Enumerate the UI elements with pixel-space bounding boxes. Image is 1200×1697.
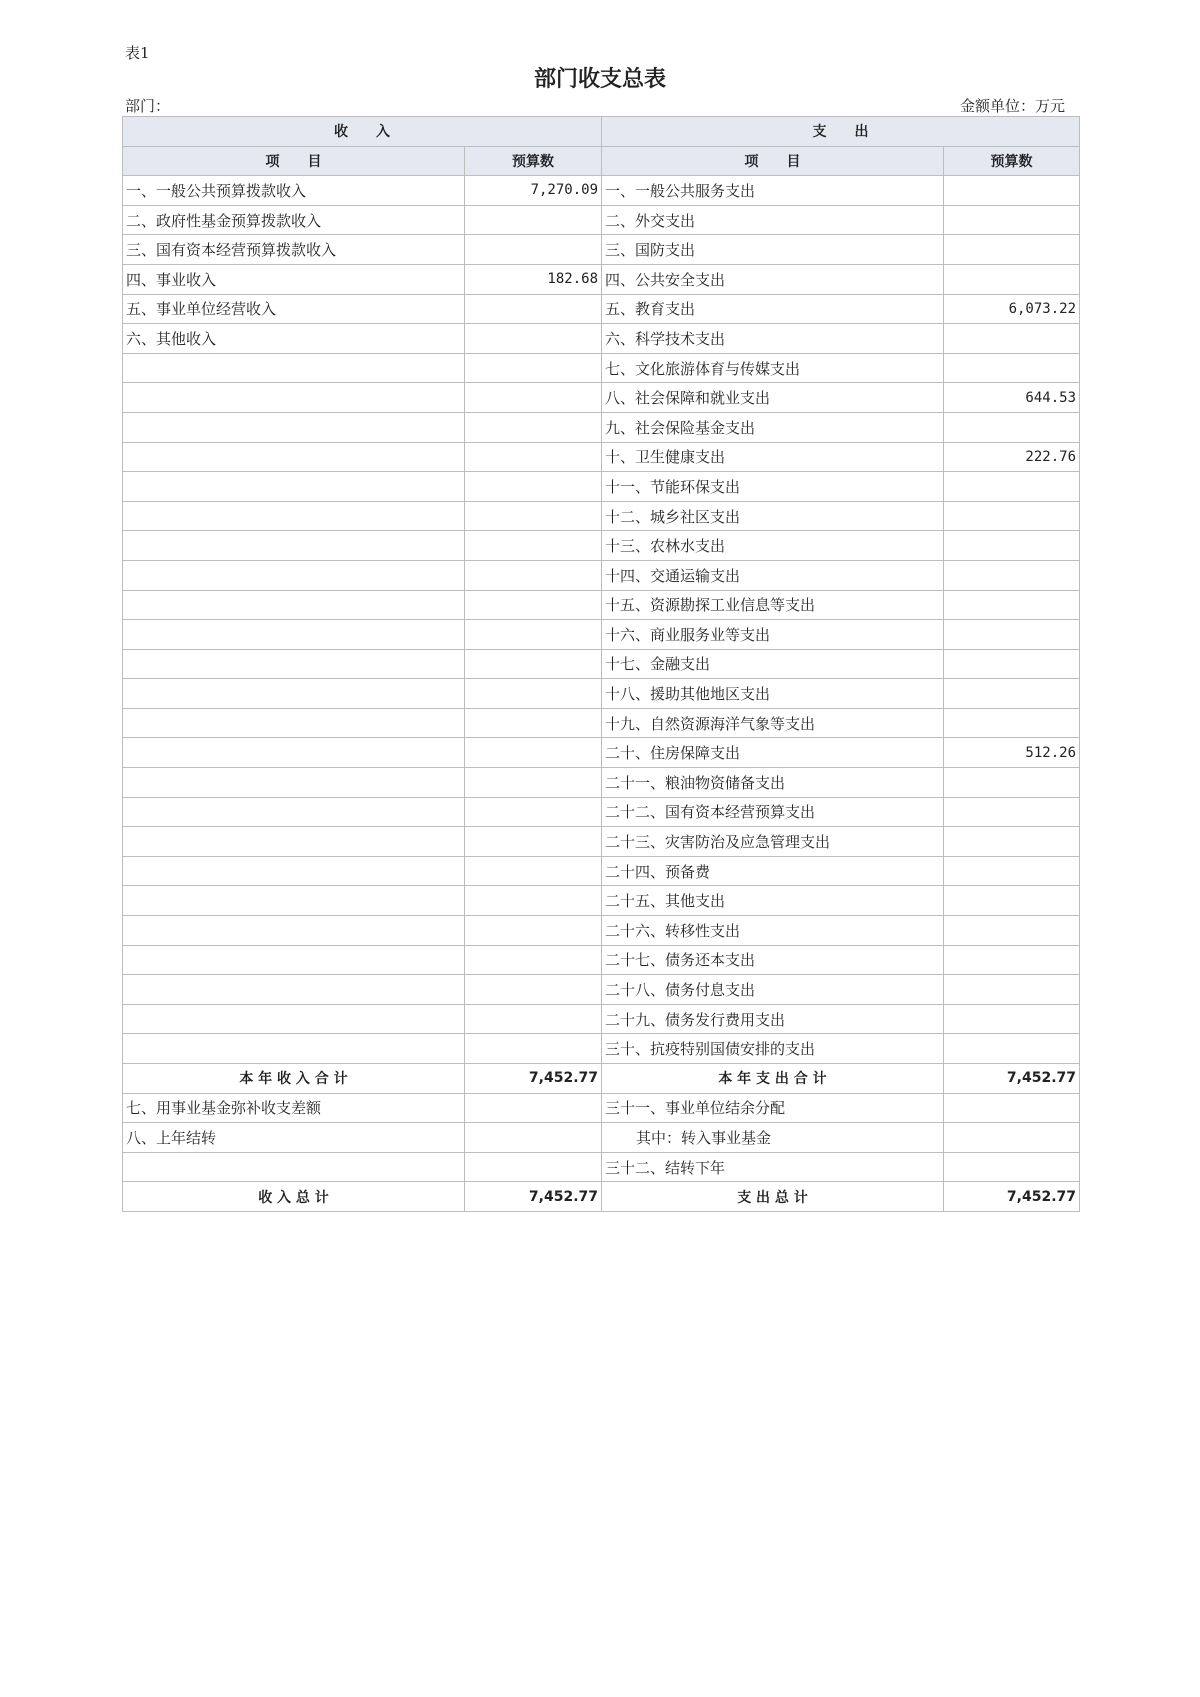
income-amount-cell [465, 975, 602, 1005]
expense-item-cell: 七、文化旅游体育与传媒支出 [602, 353, 944, 383]
income-amount-cell [465, 472, 602, 502]
table-row [123, 472, 1080, 502]
income-amount-cell [465, 797, 602, 827]
table-row [123, 264, 1080, 294]
income-item-cell: 一、一般公共预算拨款收入 [123, 176, 465, 206]
group-header-row [123, 117, 1080, 147]
income-amount-cell [465, 856, 602, 886]
income-amount-cell [465, 1034, 602, 1064]
subtotal-income-label: 本 年 收 入 合 计 [123, 1064, 465, 1094]
table-row [123, 324, 1080, 354]
income-item-cell [123, 975, 465, 1005]
table-row [123, 886, 1080, 916]
amount-unit-label: 金额单位：万元 [959, 97, 1065, 115]
expense-item-cell: 其中：转入事业基金 [602, 1123, 944, 1153]
income-amount-cell [465, 768, 602, 798]
income-amount-cell [465, 1123, 602, 1153]
expense-item-header: 项 目 [602, 146, 944, 176]
expense-amount-cell [944, 1093, 1080, 1123]
expense-item-cell: 二十七、债务还本支出 [602, 945, 944, 975]
table-row [123, 412, 1080, 442]
income-amount-cell [465, 916, 602, 946]
table-row [123, 1093, 1080, 1123]
expense-amount-cell [944, 679, 1080, 709]
expense-item-cell: 三十、抗疫特别国债安排的支出 [602, 1034, 944, 1064]
total-income-amount: 7,452.77 [465, 1182, 602, 1212]
income-item-cell [123, 531, 465, 561]
expense-item-cell: 三十二、结转下年 [602, 1152, 944, 1182]
income-item-cell [123, 590, 465, 620]
income-item-cell: 八、上年结转 [123, 1123, 465, 1153]
table-row [123, 1123, 1080, 1153]
income-item-cell [123, 797, 465, 827]
table-row [123, 1034, 1080, 1064]
income-item-cell: 七、用事业基金弥补收支差额 [123, 1093, 465, 1123]
income-amount-cell [465, 235, 602, 265]
expense-amount-cell [944, 176, 1080, 206]
income-amount-cell [465, 738, 602, 768]
income-amount-cell [465, 1004, 602, 1034]
income-item-cell [123, 945, 465, 975]
expense-group-header: 支 出 [602, 117, 1080, 147]
expense-item-cell: 二十六、转移性支出 [602, 916, 944, 946]
income-item-cell [123, 560, 465, 590]
expense-item-cell: 六、科学技术支出 [602, 324, 944, 354]
table-row [123, 856, 1080, 886]
income-amount-cell: 182.68 [465, 264, 602, 294]
expense-item-cell: 十六、商业服务业等支出 [602, 620, 944, 650]
expense-amount-cell [944, 827, 1080, 857]
expense-item-cell: 十一、节能环保支出 [602, 472, 944, 502]
expense-item-cell: 二十五、其他支出 [602, 886, 944, 916]
income-amount-cell [465, 324, 602, 354]
income-amount-cell [465, 590, 602, 620]
expense-item-cell: 十四、交通运输支出 [602, 560, 944, 590]
expense-amount-cell [944, 531, 1080, 561]
expense-item-cell: 十三、农林水支出 [602, 531, 944, 561]
expense-amount-cell [944, 620, 1080, 650]
subtotal-row [123, 1064, 1080, 1094]
subtotal-income-amount: 7,452.77 [465, 1064, 602, 1094]
expense-item-cell: 九、社会保险基金支出 [602, 412, 944, 442]
income-item-cell: 四、事业收入 [123, 264, 465, 294]
income-item-cell [123, 856, 465, 886]
table-row [123, 501, 1080, 531]
expense-amount-cell: 512.26 [944, 738, 1080, 768]
income-item-cell [123, 442, 465, 472]
page-title: 部门收支总表 [533, 67, 666, 92]
expense-amount-cell [944, 708, 1080, 738]
income-item-cell: 三、国有资本经营预算拨款收入 [123, 235, 465, 265]
expense-amount-cell [944, 560, 1080, 590]
total-row [123, 1182, 1080, 1212]
table-row [123, 531, 1080, 561]
expense-item-cell: 二十三、灾害防治及应急管理支出 [602, 827, 944, 857]
expense-amount-cell: 222.76 [944, 442, 1080, 472]
income-amount-cell [465, 560, 602, 590]
expense-amount-cell [944, 1123, 1080, 1153]
income-amount-cell [465, 620, 602, 650]
expense-item-cell: 二十四、预备费 [602, 856, 944, 886]
income-item-cell [123, 412, 465, 442]
income-amount-cell [465, 412, 602, 442]
expense-item-cell: 五、教育支出 [602, 294, 944, 324]
expense-item-cell: 一、一般公共服务支出 [602, 176, 944, 206]
expense-amount-cell [944, 264, 1080, 294]
expense-item-cell: 二、外交支出 [602, 205, 944, 235]
income-amount-cell [465, 294, 602, 324]
table-row [123, 1004, 1080, 1034]
expense-amount-cell [944, 501, 1080, 531]
table-row [123, 975, 1080, 1005]
income-amount-cell [465, 649, 602, 679]
expense-amount-cell [944, 975, 1080, 1005]
income-budget-header: 预算数 [465, 146, 602, 176]
table-row [123, 294, 1080, 324]
expense-amount-cell [944, 472, 1080, 502]
expense-amount-cell [944, 205, 1080, 235]
expense-amount-cell [944, 797, 1080, 827]
income-item-cell [123, 886, 465, 916]
expense-amount-cell [944, 324, 1080, 354]
expense-item-cell: 十七、金融支出 [602, 649, 944, 679]
expense-item-cell: 三、国防支出 [602, 235, 944, 265]
column-header-row [123, 146, 1080, 176]
table-row [123, 738, 1080, 768]
table-row [123, 649, 1080, 679]
income-amount-cell [465, 442, 602, 472]
expense-amount-cell: 6,073.22 [944, 294, 1080, 324]
expense-item-cell: 二十、住房保障支出 [602, 738, 944, 768]
income-item-cell [123, 679, 465, 709]
expense-item-cell: 二十八、债务付息支出 [602, 975, 944, 1005]
expense-item-cell: 十五、资源勘探工业信息等支出 [602, 590, 944, 620]
expense-amount-cell [944, 768, 1080, 798]
table-row [123, 827, 1080, 857]
income-item-cell: 二、政府性基金预算拨款收入 [123, 205, 465, 235]
expense-item-cell: 三十一、事业单位结余分配 [602, 1093, 944, 1123]
income-amount-cell [465, 1093, 602, 1123]
expense-item-cell: 二十一、粮油物资储备支出 [602, 768, 944, 798]
table-row [123, 679, 1080, 709]
income-item-cell [123, 768, 465, 798]
table-row [123, 708, 1080, 738]
total-expense-label: 支 出 总 计 [602, 1182, 944, 1212]
expense-amount-cell: 644.53 [944, 383, 1080, 413]
table-row [123, 916, 1080, 946]
income-item-cell [123, 1004, 465, 1034]
expense-amount-cell [944, 856, 1080, 886]
income-amount-cell [465, 353, 602, 383]
income-amount-cell [465, 1152, 602, 1182]
income-item-cell [123, 649, 465, 679]
income-item-cell: 五、事业单位经营收入 [123, 294, 465, 324]
expense-amount-cell [944, 945, 1080, 975]
income-item-cell [123, 1034, 465, 1064]
income-amount-cell [465, 205, 602, 235]
subtotal-expense-amount: 7,452.77 [944, 1064, 1080, 1094]
expense-amount-cell [944, 590, 1080, 620]
table-row [123, 945, 1080, 975]
table-row [123, 1152, 1080, 1182]
income-item-header: 项 目 [123, 146, 465, 176]
income-amount-cell: 7,270.09 [465, 176, 602, 206]
income-amount-cell [465, 383, 602, 413]
expense-budget-header: 预算数 [944, 146, 1080, 176]
income-item-cell [123, 708, 465, 738]
table-row [123, 620, 1080, 650]
table-row [123, 176, 1080, 206]
expense-amount-cell [944, 649, 1080, 679]
expense-amount-cell [944, 412, 1080, 442]
expense-item-cell: 十九、自然资源海洋气象等支出 [602, 708, 944, 738]
income-group-header: 收 入 [123, 117, 602, 147]
expense-amount-cell [944, 1034, 1080, 1064]
income-amount-cell [465, 501, 602, 531]
income-amount-cell [465, 708, 602, 738]
income-item-cell [123, 738, 465, 768]
expense-item-cell: 十八、援助其他地区支出 [602, 679, 944, 709]
expense-amount-cell [944, 235, 1080, 265]
expense-item-cell: 二十九、债务发行费用支出 [602, 1004, 944, 1034]
table-row [123, 235, 1080, 265]
total-income-label: 收 入 总 计 [123, 1182, 465, 1212]
department-label: 部门： [125, 97, 171, 115]
income-amount-cell [465, 679, 602, 709]
income-item-cell [123, 827, 465, 857]
budget-summary-table [122, 116, 1080, 1212]
income-item-cell [123, 472, 465, 502]
expense-item-cell: 十二、城乡社区支出 [602, 501, 944, 531]
income-item-cell [123, 1152, 465, 1182]
table-row [123, 560, 1080, 590]
subtotal-expense-label: 本 年 支 出 合 计 [602, 1064, 944, 1094]
table-row [123, 205, 1080, 235]
income-item-cell [123, 383, 465, 413]
income-item-cell [123, 501, 465, 531]
income-item-cell [123, 916, 465, 946]
income-amount-cell [465, 531, 602, 561]
expense-item-cell: 四、公共安全支出 [602, 264, 944, 294]
table-number-label: 表1 [125, 44, 150, 62]
expense-amount-cell [944, 353, 1080, 383]
table-row [123, 797, 1080, 827]
income-item-cell [123, 620, 465, 650]
expense-amount-cell [944, 1152, 1080, 1182]
expense-item-cell: 八、社会保障和就业支出 [602, 383, 944, 413]
income-item-cell: 六、其他收入 [123, 324, 465, 354]
table-row [123, 768, 1080, 798]
table-row [123, 383, 1080, 413]
total-expense-amount: 7,452.77 [944, 1182, 1080, 1212]
income-amount-cell [465, 886, 602, 916]
table-row [123, 442, 1080, 472]
table-row [123, 590, 1080, 620]
income-amount-cell [465, 945, 602, 975]
expense-item-cell: 十、卫生健康支出 [602, 442, 944, 472]
expense-amount-cell [944, 1004, 1080, 1034]
table-row [123, 353, 1080, 383]
expense-amount-cell [944, 916, 1080, 946]
expense-item-cell: 二十二、国有资本经营预算支出 [602, 797, 944, 827]
expense-amount-cell [944, 886, 1080, 916]
income-amount-cell [465, 827, 602, 857]
income-item-cell [123, 353, 465, 383]
